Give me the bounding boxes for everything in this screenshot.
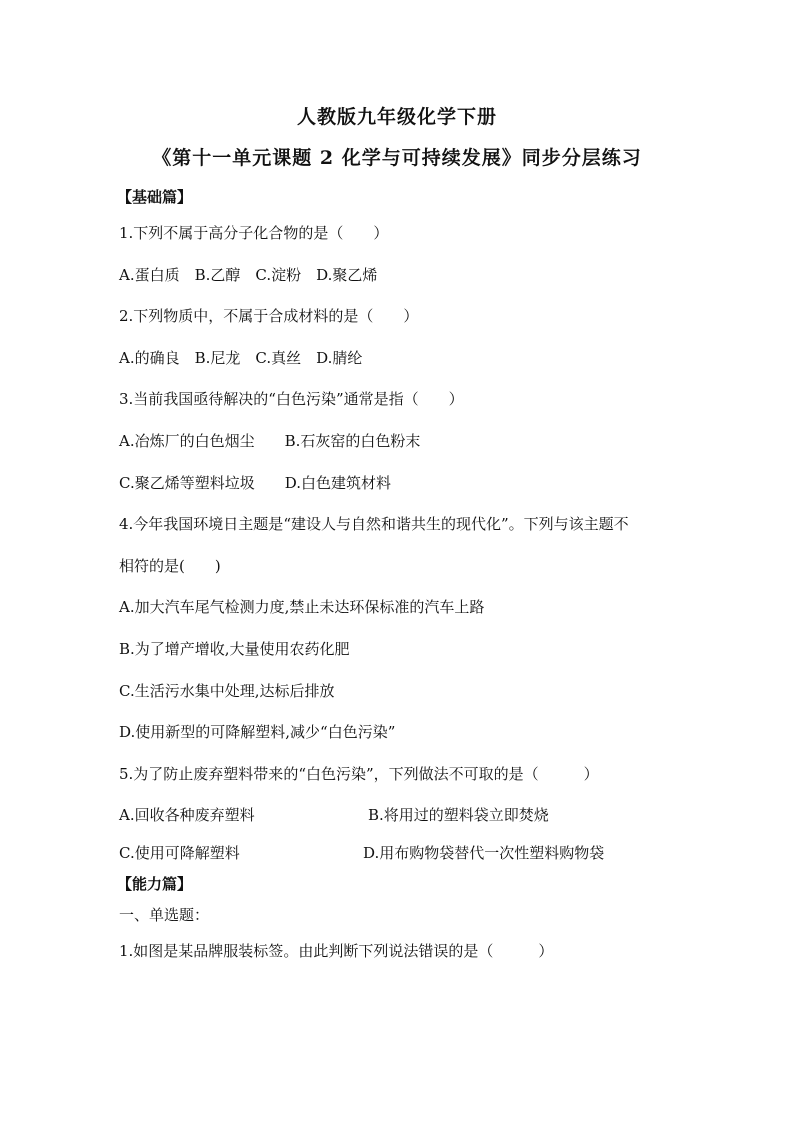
document-subtitle: 《第十一单元课题 2 化学与可持续发展》同步分层练习: [152, 147, 642, 169]
question-3-options-row2: C.聚乙烯等塑料垃圾 D.白色建筑材料: [119, 474, 391, 492]
question-5-option-c: C.使用可降解塑料: [119, 844, 240, 862]
question-4-option-c: C.生活污水集中处理,达标后排放: [119, 682, 335, 700]
question-4-stem-line1: 4.今年我国环境日主题是“建设人与自然和谐共生的现代化”。下列与该主题不: [119, 515, 629, 533]
section-heading-ability: 【能力篇】: [117, 875, 193, 893]
question-1-options: A.蛋白质 B.乙醇 C.淀粉 D.聚乙烯: [119, 266, 378, 284]
question-4-option-b: B.为了增产增收,大量使用农药化肥: [119, 640, 350, 658]
question-3-stem: 3.当前我国亟待解决的“白色污染”通常是指（ ）: [119, 390, 464, 408]
question-4-option-a: A.加大汽车尾气检测力度,禁止未达环保标准的汽车上路: [119, 598, 485, 616]
subsection-single-choice: 一、单选题：: [119, 906, 210, 924]
question-5-stem: 5.为了防止废弃塑料带来的“白色污染”，下列做法不可取的是（ ）: [119, 765, 599, 783]
section-heading-basic: 【基础篇】: [117, 188, 193, 206]
question-2-options: A.的确良 B.尼龙 C.真丝 D.腈纶: [119, 349, 363, 367]
question-1-stem: 1.下列不属于高分子化合物的是（ ）: [119, 224, 389, 242]
document-title: 人教版九年级化学下册: [296, 106, 497, 128]
ability-question-1-stem: 1.如图是某品牌服装标签。由此判断下列说法错误的是（ ）: [119, 942, 554, 960]
question-5-option-b: B.将用过的塑料袋立即焚烧: [368, 806, 549, 824]
question-5-option-d: D.用布购物袋替代一次性塑料购物袋: [363, 844, 605, 862]
question-5-option-a: A.回收各种废弃塑料: [119, 806, 255, 824]
question-2-stem: 2.下列物质中，不属于合成材料的是（ ）: [119, 307, 419, 325]
question-4-option-d: D.使用新型的可降解塑料,减少“白色污染”: [119, 723, 396, 741]
question-3-options-row1: A.冶炼厂的白色烟尘 B.石灰窑的白色粉末: [119, 432, 421, 450]
question-4-stem-line2: 相符的是( ): [119, 557, 221, 575]
